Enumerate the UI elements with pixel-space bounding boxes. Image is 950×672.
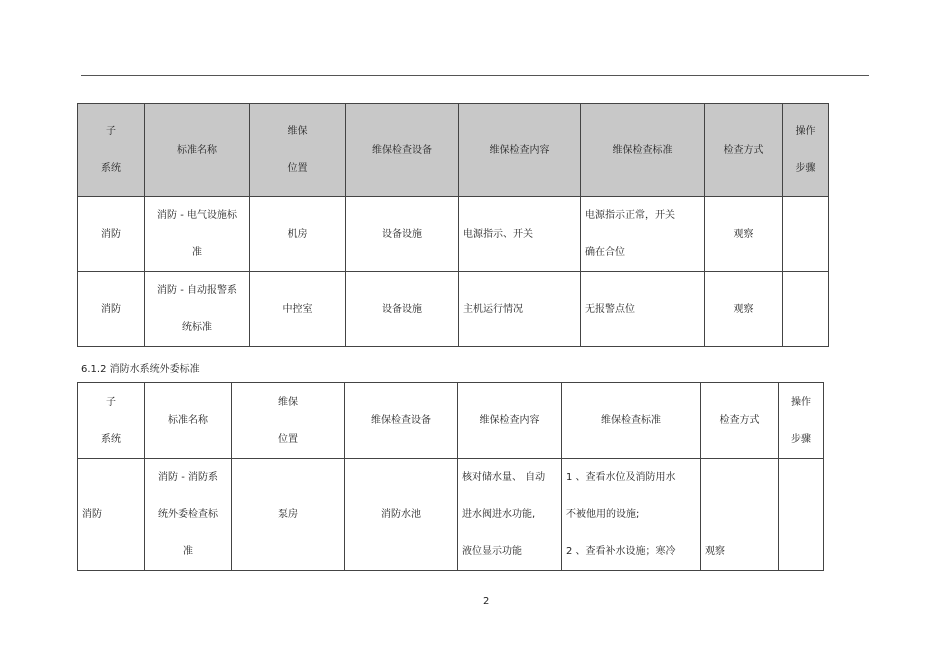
header-method: 检查方式 bbox=[705, 104, 783, 197]
cell-steps bbox=[783, 197, 829, 272]
cell-criteria: 电源指示正常，开关 确在合位 bbox=[581, 197, 705, 272]
cell-content: 核对储水量、 自动 进水阀进水功能, 液位显示功能 bbox=[458, 459, 562, 571]
cell-subsystem: 消防 bbox=[78, 272, 145, 347]
cell-location: 机房 bbox=[250, 197, 346, 272]
header-location: 维保 位置 bbox=[232, 383, 345, 459]
cell-subsystem: 消防 bbox=[78, 459, 145, 571]
cell-steps bbox=[779, 459, 824, 571]
header-criteria: 维保检查标准 bbox=[562, 383, 701, 459]
header-standard: 标准名称 bbox=[145, 383, 232, 459]
cell-equipment: 设备设施 bbox=[346, 197, 459, 272]
section-title: 6.1.2 消防水系统外委标准 bbox=[81, 364, 200, 375]
cell-location: 中控室 bbox=[250, 272, 346, 347]
header-criteria: 维保检查标准 bbox=[581, 104, 705, 197]
cell-standard: 消防 - 自动报警系 统标准 bbox=[145, 272, 250, 347]
cell-method: 观察 bbox=[705, 197, 783, 272]
page-number: 2 bbox=[483, 596, 490, 607]
cell-criteria: 1 、查看水位及消防用水 不被他用的设施; 2 、查看补水设施；寒冷 bbox=[562, 459, 701, 571]
header-location: 维保 位置 bbox=[250, 104, 346, 197]
cell-equipment: 设备设施 bbox=[346, 272, 459, 347]
header-rule bbox=[81, 75, 869, 76]
table-row bbox=[78, 197, 829, 272]
cell-standard: 消防 - 消防系 统外委检查标 准 bbox=[145, 459, 232, 571]
maintenance-table-electrical bbox=[77, 103, 829, 347]
cell-content: 电源指示、开关 bbox=[459, 197, 581, 272]
header-content: 维保检查内容 bbox=[459, 104, 581, 197]
header-steps: 操作 步骤 bbox=[779, 383, 824, 459]
cell-criteria: 无报警点位 bbox=[581, 272, 705, 347]
table-header-row bbox=[78, 383, 824, 459]
header-equipment: 维保检查设备 bbox=[345, 383, 458, 459]
cell-steps bbox=[783, 272, 829, 347]
header-standard: 标准名称 bbox=[145, 104, 250, 197]
cell-standard: 消防 - 电气设施标 准 bbox=[145, 197, 250, 272]
table-row bbox=[78, 272, 829, 347]
table-header-row bbox=[78, 104, 829, 197]
header-subsystem: 子 系统 bbox=[78, 383, 145, 459]
cell-subsystem: 消防 bbox=[78, 197, 145, 272]
cell-method: 观察 bbox=[701, 459, 779, 571]
table-row bbox=[78, 459, 824, 571]
header-content: 维保检查内容 bbox=[458, 383, 562, 459]
cell-method: 观察 bbox=[705, 272, 783, 347]
cell-equipment: 消防水池 bbox=[345, 459, 458, 571]
cell-location: 泵房 bbox=[232, 459, 345, 571]
header-steps: 操作 步骤 bbox=[783, 104, 829, 197]
header-subsystem: 子 系统 bbox=[78, 104, 145, 197]
cell-content: 主机运行情况 bbox=[459, 272, 581, 347]
maintenance-table-water bbox=[77, 382, 824, 571]
header-method: 检查方式 bbox=[701, 383, 779, 459]
header-equipment: 维保检查设备 bbox=[346, 104, 459, 197]
